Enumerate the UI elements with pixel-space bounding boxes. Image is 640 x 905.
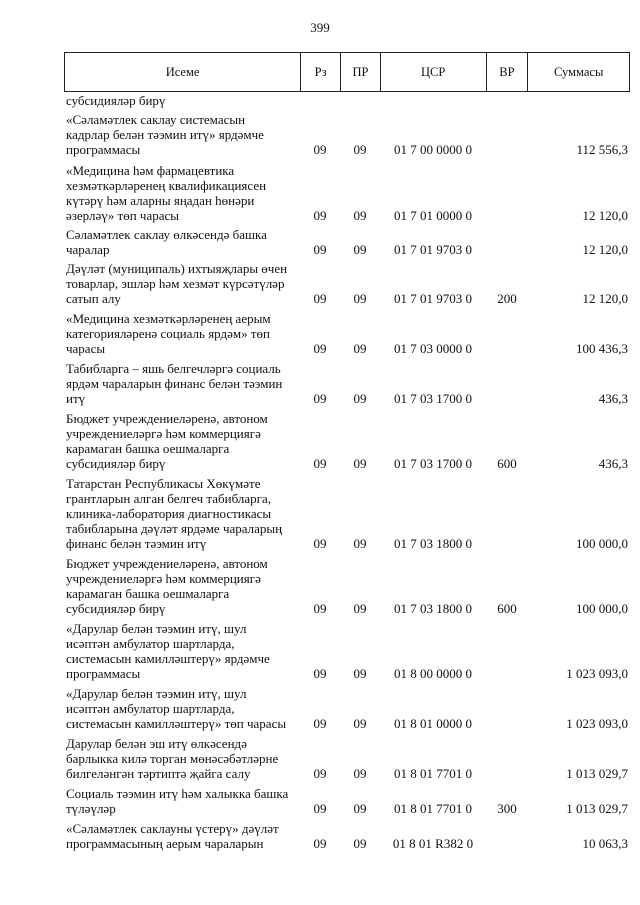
row-name-line: итү xyxy=(66,391,86,406)
row-sum: 1 013 029,7 xyxy=(566,766,628,781)
row-name-line: әзерләү» төп чарасы xyxy=(66,208,179,223)
row-rz: 09 xyxy=(313,601,327,616)
row-name-line: категорияләренә социаль ярдәм» төп xyxy=(66,326,270,341)
row-name xyxy=(64,227,300,257)
row-sum: 12 120,0 xyxy=(582,291,628,306)
table-row xyxy=(64,686,630,731)
continuation-text: субсидияләр бирү xyxy=(66,93,166,108)
row-sum: 100 436,3 xyxy=(576,341,628,356)
row-rz: 09 xyxy=(313,242,327,257)
row-rz: 09 xyxy=(313,456,327,471)
row-rz: 09 xyxy=(313,716,327,731)
row-name-line: билгеләнгән тәртиптә җайга салу xyxy=(66,766,251,781)
row-name xyxy=(64,311,300,356)
row-csr: 01 8 01 7701 0 xyxy=(394,801,472,816)
table-row xyxy=(64,476,630,551)
row-csr: 01 7 03 1700 0 xyxy=(394,456,472,471)
row-pr: 09 xyxy=(353,836,367,851)
row-name xyxy=(64,736,300,781)
row-name-line: Социаль тәэмин итү һәм халыкка башка xyxy=(66,786,289,801)
row-name-line: табибларына дәүләт ярдәме чараларың xyxy=(66,521,283,536)
row-csr: 01 8 01 R382 0 xyxy=(392,836,474,851)
row-vr: 600 xyxy=(497,456,517,471)
table-row xyxy=(64,112,630,157)
row-name-line: грантларын алган белгеч табибларга, xyxy=(66,491,271,506)
row-rz: 09 xyxy=(313,536,327,551)
table-row xyxy=(64,621,630,681)
row-pr: 09 xyxy=(353,766,367,781)
row-vr: 200 xyxy=(497,291,517,306)
row-name-line: Дәүләт (муниципаль) ихтыяҗлары өчен xyxy=(66,261,288,276)
row-name-line: клиника-лаборатория диагностикасы xyxy=(66,506,272,521)
row-csr: 01 7 01 9703 0 xyxy=(394,291,472,306)
row-name-line: «Сәламәтлек саклау системасын xyxy=(66,112,246,127)
row-name-line: түләүләр xyxy=(66,801,116,816)
row-name-line: программасы xyxy=(66,666,141,681)
row-pr: 09 xyxy=(353,601,367,616)
row-name-line: учреждениеләргә һәм коммерциягә xyxy=(66,426,261,441)
row-rz: 09 xyxy=(313,666,327,681)
row-rz: 09 xyxy=(313,391,327,406)
row-csr: 01 7 03 1800 0 xyxy=(394,536,472,551)
row-name-line: «Медицина һәм фармацевтика xyxy=(66,163,235,178)
row-name-line: чаралар xyxy=(66,242,110,257)
row-name-line: сатып алу xyxy=(66,291,121,306)
continuation-row xyxy=(64,92,630,108)
table-row xyxy=(64,163,630,223)
row-name-line: товарлар, эшләр һәм хезмәт күрсәтүләр xyxy=(66,276,285,291)
row-sum: 12 120,0 xyxy=(582,242,628,257)
row-csr: 01 8 01 0000 0 xyxy=(394,716,472,731)
row-name-line: кадрлар белән тәэмин итү» ярдәмче xyxy=(66,127,264,142)
header-vr: ВР xyxy=(486,53,528,91)
row-name-line: карамаган башка оешмаларга xyxy=(66,586,230,601)
table-row xyxy=(64,261,630,306)
row-name-line: Бюджет учреждениеләренә, автоном xyxy=(66,556,268,571)
page-number: 399 xyxy=(310,20,330,35)
budget-table xyxy=(64,52,630,851)
row-name-line: барлыкка килә торган мөнәсәбәтләрне xyxy=(66,751,279,766)
row-sum: 12 120,0 xyxy=(582,208,628,223)
row-name xyxy=(64,261,300,306)
row-pr: 09 xyxy=(353,536,367,551)
table-header xyxy=(64,52,630,92)
row-name-line: субсидияләр бирү xyxy=(66,456,166,471)
row-name xyxy=(64,556,300,616)
header-pr: ПР xyxy=(340,53,380,91)
row-name-line: системасын камилләштерү» төп чарасы xyxy=(66,716,287,731)
row-sum: 100 000,0 xyxy=(576,536,628,551)
row-name-line: учреждениеләргә һәм коммерциягә xyxy=(66,571,261,586)
table-row xyxy=(64,227,630,257)
row-pr: 09 xyxy=(353,666,367,681)
table-row xyxy=(64,736,630,781)
row-pr: 09 xyxy=(353,341,367,356)
row-name xyxy=(64,112,300,157)
row-name-line: чарасы xyxy=(66,341,106,356)
table-body xyxy=(64,112,630,851)
row-name xyxy=(64,163,300,223)
row-name xyxy=(64,361,300,406)
row-sum: 436,3 xyxy=(598,391,628,406)
row-name xyxy=(64,476,300,551)
table-row xyxy=(64,821,630,851)
row-name xyxy=(64,686,300,731)
row-sum: 10 063,3 xyxy=(582,836,628,851)
row-rz: 09 xyxy=(313,801,327,816)
table-row xyxy=(64,311,630,356)
row-name-line: Татарстан Республикасы Хөкүмәте xyxy=(66,476,261,491)
row-name xyxy=(64,786,300,816)
row-pr: 09 xyxy=(353,242,367,257)
row-name-line: исәптән амбулатор шартларда, xyxy=(66,636,235,651)
row-name-line: финанс белән тәэмин итү xyxy=(66,536,207,551)
row-rz: 09 xyxy=(313,766,327,781)
row-name-line: Табибларга – яшь белгечләргә социаль xyxy=(66,361,281,376)
row-pr: 09 xyxy=(353,456,367,471)
row-rz: 09 xyxy=(313,208,327,223)
row-sum: 100 000,0 xyxy=(576,601,628,616)
row-name-line: исәптән амбулатор шартларда, xyxy=(66,701,235,716)
row-pr: 09 xyxy=(353,801,367,816)
row-name-line: хезмәткәрләренең квалификациясен xyxy=(66,178,267,193)
row-sum: 436,3 xyxy=(598,456,628,471)
row-csr: 01 7 01 0000 0 xyxy=(394,208,472,223)
row-pr: 09 xyxy=(353,716,367,731)
row-name-line: карамаган башка оешмаларга xyxy=(66,441,230,456)
table-row xyxy=(64,786,630,816)
row-csr: 01 7 03 1800 0 xyxy=(394,601,472,616)
row-name-line: субсидияләр бирү xyxy=(66,601,166,616)
row-rz: 09 xyxy=(313,142,327,157)
row-name-line: күтәрү һәм аларны яңадан һөнәри xyxy=(66,193,255,208)
table-row xyxy=(64,556,630,616)
row-name-line: ярдәм чараларын финанс белән тәэмин xyxy=(66,376,283,391)
table-row xyxy=(64,411,630,471)
row-rz: 09 xyxy=(313,836,327,851)
row-name-line: «Медицина хезмәткәрләренең аерым xyxy=(66,311,271,326)
row-name-line: Бюджет учреждениеләренә, автоном xyxy=(66,411,268,426)
row-csr: 01 8 00 0000 0 xyxy=(394,666,472,681)
row-sum: 1 023 093,0 xyxy=(566,716,628,731)
row-pr: 09 xyxy=(353,291,367,306)
row-csr: 01 7 03 0000 0 xyxy=(394,341,472,356)
row-name-line: программасының аерым чараларын xyxy=(66,836,264,851)
row-name-line: программасы xyxy=(66,142,141,157)
row-name-line: «Сәламәтлек саклауны үстерү» дәүләт xyxy=(66,821,279,836)
row-rz: 09 xyxy=(313,341,327,356)
row-csr: 01 7 01 9703 0 xyxy=(394,242,472,257)
row-name xyxy=(64,821,300,851)
header-csr: ЦСР xyxy=(380,53,486,91)
table-row xyxy=(64,361,630,406)
row-name-line: системасын камилләштерү» ярдәмче xyxy=(66,651,270,666)
row-pr: 09 xyxy=(353,391,367,406)
row-csr: 01 7 03 1700 0 xyxy=(394,391,472,406)
row-name-line: «Дарулар белән тәэмин итү, шул xyxy=(66,621,247,636)
row-csr: 01 8 01 7701 0 xyxy=(394,766,472,781)
header-sum: Суммасы xyxy=(527,53,629,91)
header-name: Исеме xyxy=(165,64,200,79)
header-rz: Рз xyxy=(300,53,340,91)
row-pr: 09 xyxy=(353,208,367,223)
row-sum: 1 023 093,0 xyxy=(566,666,628,681)
row-name xyxy=(64,621,300,681)
row-rz: 09 xyxy=(313,291,327,306)
row-sum: 1 013 029,7 xyxy=(566,801,628,816)
row-name-line: Сәламәтлек саклау өлкәсендә башка xyxy=(66,227,267,242)
row-name-line: Дарулар белән эш итү өлкәсендә xyxy=(66,736,247,751)
row-name-line: «Дарулар белән тәэмин итү, шул xyxy=(66,686,247,701)
row-sum: 112 556,3 xyxy=(576,142,628,157)
row-csr: 01 7 00 0000 0 xyxy=(394,142,472,157)
row-vr: 600 xyxy=(497,601,517,616)
row-vr: 300 xyxy=(497,801,517,816)
row-name xyxy=(64,411,300,471)
row-pr: 09 xyxy=(353,142,367,157)
